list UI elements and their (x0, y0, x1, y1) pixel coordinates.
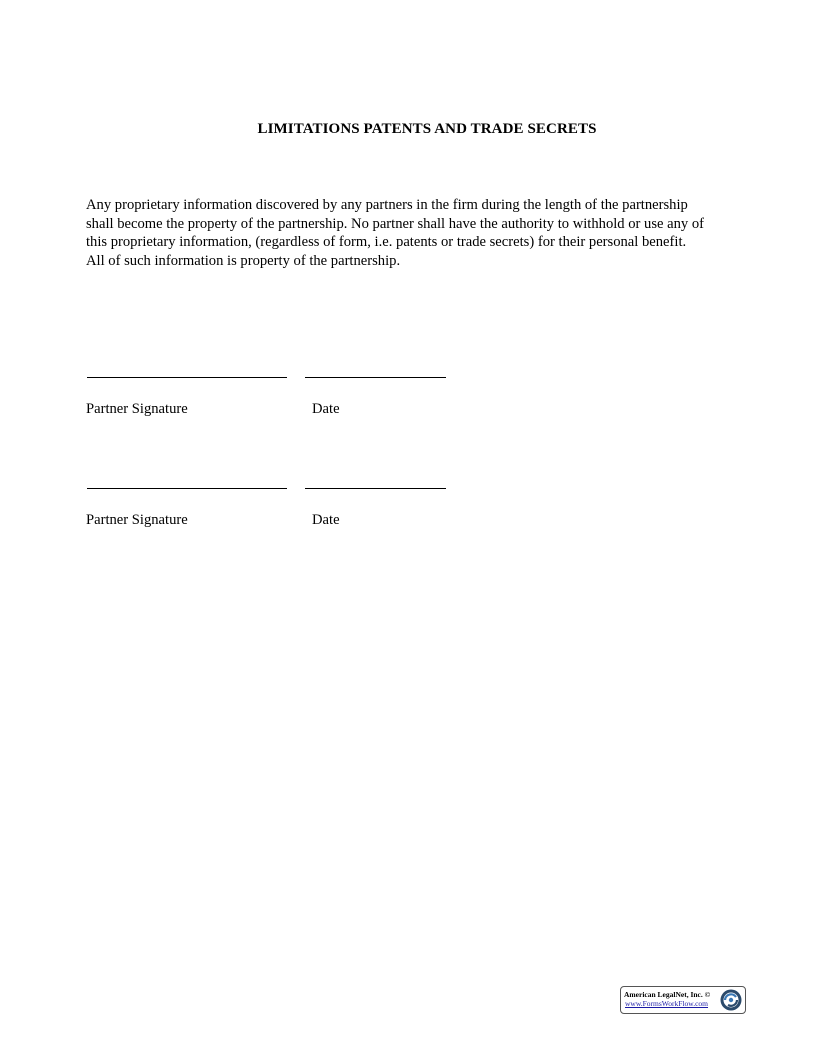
body-line: shall become the property of the partnership. No partner shall have the authority to withhold or use any of (86, 215, 705, 232)
footer-logo-badge[interactable] (620, 986, 746, 1014)
body-line: Any proprietary information discovered by any partners in the firm during the length of the partnership (86, 197, 688, 213)
signature-line[interactable] (87, 488, 287, 489)
date-label: Date (312, 512, 340, 528)
signature-line[interactable] (87, 377, 287, 378)
body-line: All of such information is property of the partnership. (86, 252, 401, 269)
footer-url-link[interactable]: www.FormsWorkFlow.com (625, 999, 709, 1008)
date-line[interactable] (305, 488, 446, 489)
globe-emblem-icon (719, 988, 743, 1012)
signature-label: Partner Signature (86, 401, 188, 417)
signature-block-1 (86, 377, 486, 427)
signature-block-2 (86, 488, 486, 538)
document-title: LIMITATIONS PATENTS AND TRADE SECRETS (257, 121, 597, 137)
body-paragraph (86, 196, 786, 270)
date-label: Date (312, 401, 340, 417)
body-line: this proprietary information, (regardless of form, i.e. patents or trade secrets) for their personal benefit. (86, 234, 687, 250)
date-line[interactable] (305, 377, 446, 378)
footer-company-name: American LegalNet, Inc. © (624, 990, 711, 999)
signature-label: Partner Signature (86, 512, 188, 528)
